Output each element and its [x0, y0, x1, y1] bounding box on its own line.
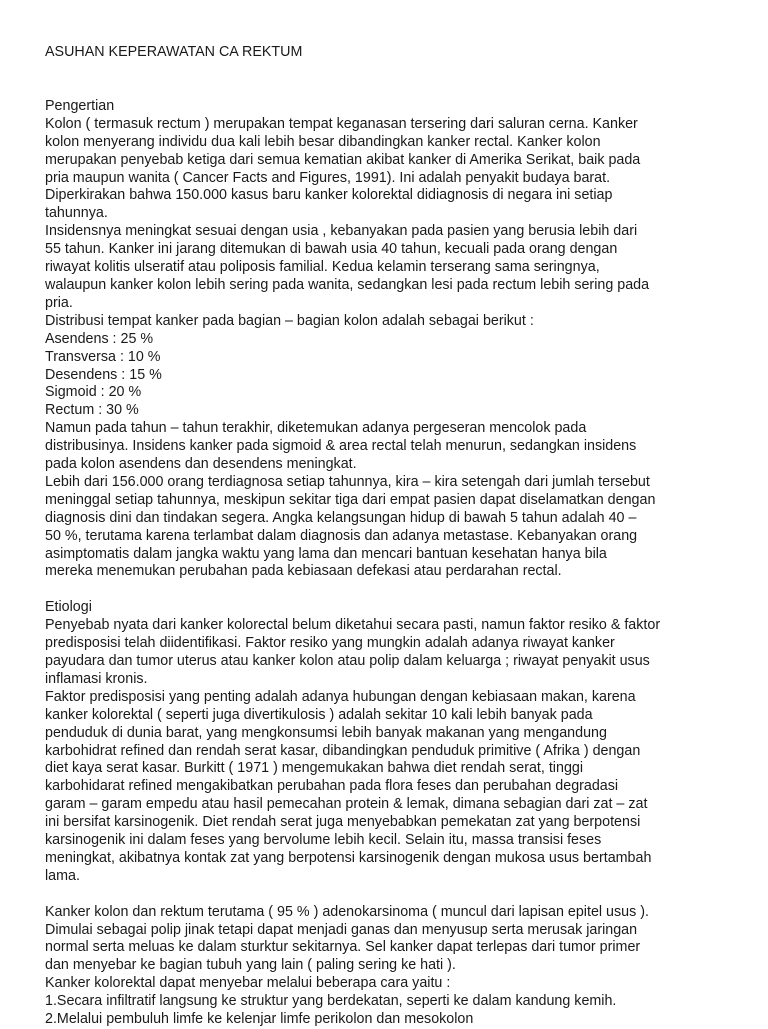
list-item: 1.Secara infiltratif langsung ke struktur yang berdekatan, seperti ke dalam kandung kemih. [45, 993, 617, 1010]
text-line: riwayat kolitis ulseratif atau poliposis familial. Kedua kelamin terserang sama seringnya, [45, 259, 600, 276]
text-line: pria. [45, 294, 73, 311]
text-line: asimptomatis dalam jangka waktu yang lama dan mencari bantuan kesehatan hanya bila [45, 545, 607, 562]
text-line: Faktor predisposisi yang penting adalah adanya hubungan dengan kebiasaan makan, karena [45, 688, 636, 705]
text-line: 55 tahun. Kanker ini jarang ditemukan di bawah usia 40 tahun, kecuali pada orang dengan [45, 241, 618, 258]
text-line: Dimulai sebagai polip jinak tetapi dapat menjadi ganas dan menyusup serta merusak jaringan [45, 921, 638, 938]
text-line: Namun pada tahun – tahun terakhir, diketemukan adanya pergeseran mencolok pada [45, 420, 587, 437]
text-line: pria maupun wanita ( Cancer Facts and Figures, 1991). Ini adalah penyakit budaya barat. [45, 169, 611, 186]
text-line: walaupun kanker kolon lebih sering pada wanita, sedangkan lesi pada rectum lebih sering pada [45, 276, 650, 293]
text-line: payudara dan tumor uterus atau kanker kolon atau polip dalam keluarga ; riwayat penyakit usus [45, 652, 650, 669]
text-line: Lebih dari 156.000 orang terdiagnosa setiap tahunnya, kira – kira setengah dari jumlah tersebut [45, 473, 650, 490]
text-line: dan menyebar ke bagian tubuh yang lain ( paling sering ke hati ). [45, 957, 456, 974]
distribution-item: Rectum : 30 % [45, 402, 139, 419]
text-line: merupakan penyebab ketiga dari semua kematian akibat kanker di Amerika Serikat, baik pada [45, 151, 641, 168]
text-line: inflamasi kronis. [45, 670, 148, 687]
distribution-item: Sigmoid : 20 % [45, 384, 142, 401]
document-page [45, 44, 735, 1029]
section-heading: Etiologi [45, 599, 92, 616]
list-item: 2.Melalui pembuluh limfe ke kelenjar limfe perikolon dan mesokolon [45, 1011, 474, 1028]
text-line: meningkat, akibatnya kontak zat yang berpotensi karsinogenik dengan mukosa usus bertambah [45, 849, 652, 866]
text-line: garam – garam empedu atau hasil pemecahan protein & lemak, dimana sebagian dari zat – zat [45, 796, 648, 813]
text-line: kolon menyerang individu dua kali lebih besar dibandingkan kanker rectal. Kanker kolon [45, 133, 601, 150]
text-line: Kolon ( termasuk rectum ) merupakan tempat keganasan tersering dari saluran cerna. Kanker [45, 115, 638, 132]
text-line: diet kaya serat kasar. Burkitt ( 1971 ) mengemukakan bahwa diet rendah serat, tinggi [45, 760, 584, 777]
text-line: distribusinya. Insidens kanker pada sigmoid & area rectal telah menurun, sedangkan insidens [45, 438, 637, 455]
section-pengertian [45, 98, 735, 581]
text-line: karbohidarat refined mengakibatkan perubahan pada flora feses dan perubahan degradasi [45, 778, 619, 795]
distribution-item: Transversa : 10 % [45, 348, 161, 365]
spacer [45, 581, 735, 599]
section-etiologi [45, 599, 735, 886]
text-line: Kanker kolon dan rektum terutama ( 95 % ) adenokarsinoma ( muncul dari lapisan epitel usus ). [45, 903, 649, 920]
text-line: Distribusi tempat kanker pada bagian – bagian kolon adalah sebagai berikut : [45, 312, 534, 329]
text-line: predisposisi telah diidentifikasi. Faktor resiko yang mungkin adalah adanya riwayat kanker [45, 635, 615, 652]
distribution-item: Asendens : 25 % [45, 330, 154, 347]
section-patologi [45, 904, 735, 1029]
document-title: ASUHAN KEPERAWATAN CA REKTUM [45, 44, 303, 60]
text-line: mereka menemukan perubahan pada kebiasaan defekasi atau perdarahan rectal. [45, 563, 562, 580]
text-line: Penyebab nyata dari kanker kolorectal belum diketahui secara pasti, namun faktor resiko & faktor [45, 617, 661, 634]
text-line: lama. [45, 867, 80, 884]
section-heading: Pengertian [45, 97, 115, 114]
text-line: Insidensnya meningkat sesuai dengan usia , kebanyakan pada pasien yang berusia lebih dari [45, 223, 638, 240]
distribution-item: Desendens : 15 % [45, 366, 162, 383]
text-line: karbohidrat refined dan rendah serat kasar, dibandingkan penduduk primitive ( Afrika ) dengan [45, 742, 641, 759]
text-line: kanker kolorektal ( seperti juga divertikulosis ) adalah sekitar 10 kali lebih banyak pada [45, 706, 593, 723]
text-line: normal serta meluas ke dalam sturktur sekitarnya. Sel kanker dapat terlepas dari tumor primer [45, 939, 641, 956]
text-line: tahunnya. [45, 205, 108, 222]
text-line: Kanker kolorektal dapat menyebar melalui beberapa cara yaitu : [45, 975, 451, 992]
text-line: Diperkirakan bahwa 150.000 kasus baru kanker kolorektal didiagnosis di negara ini setiap [45, 187, 613, 204]
spacer [45, 886, 735, 904]
text-line: meninggal setiap tahunnya, meskipun sekitar tiga dari empat pasien dapat diselamatkan dengan [45, 491, 656, 508]
text-line: pada kolon asendens dan desendens meningkat. [45, 456, 357, 473]
text-line: penduduk di dunia barat, yang mengkonsumsi lebih banyak makanan yang mengandung [45, 724, 607, 741]
text-line: diagnosis dini dan tindakan segera. Angka kelangsungan hidup di bawah 5 tahun adalah 40 – [45, 509, 637, 526]
spacer [45, 62, 735, 98]
text-line: 50 %, terutama karena terlambat dalam diagnosis dan adanya metastase. Kebanyakan orang [45, 527, 638, 544]
text-line: ini bersifat karsinogenik. Diet rendah serat juga menyebabkan pemekatan zat yang berpotensi [45, 814, 641, 831]
text-line: karsinogenik ini dalam feses yang bervolume lebih kecil. Selain itu, massa transisi feses [45, 832, 602, 849]
